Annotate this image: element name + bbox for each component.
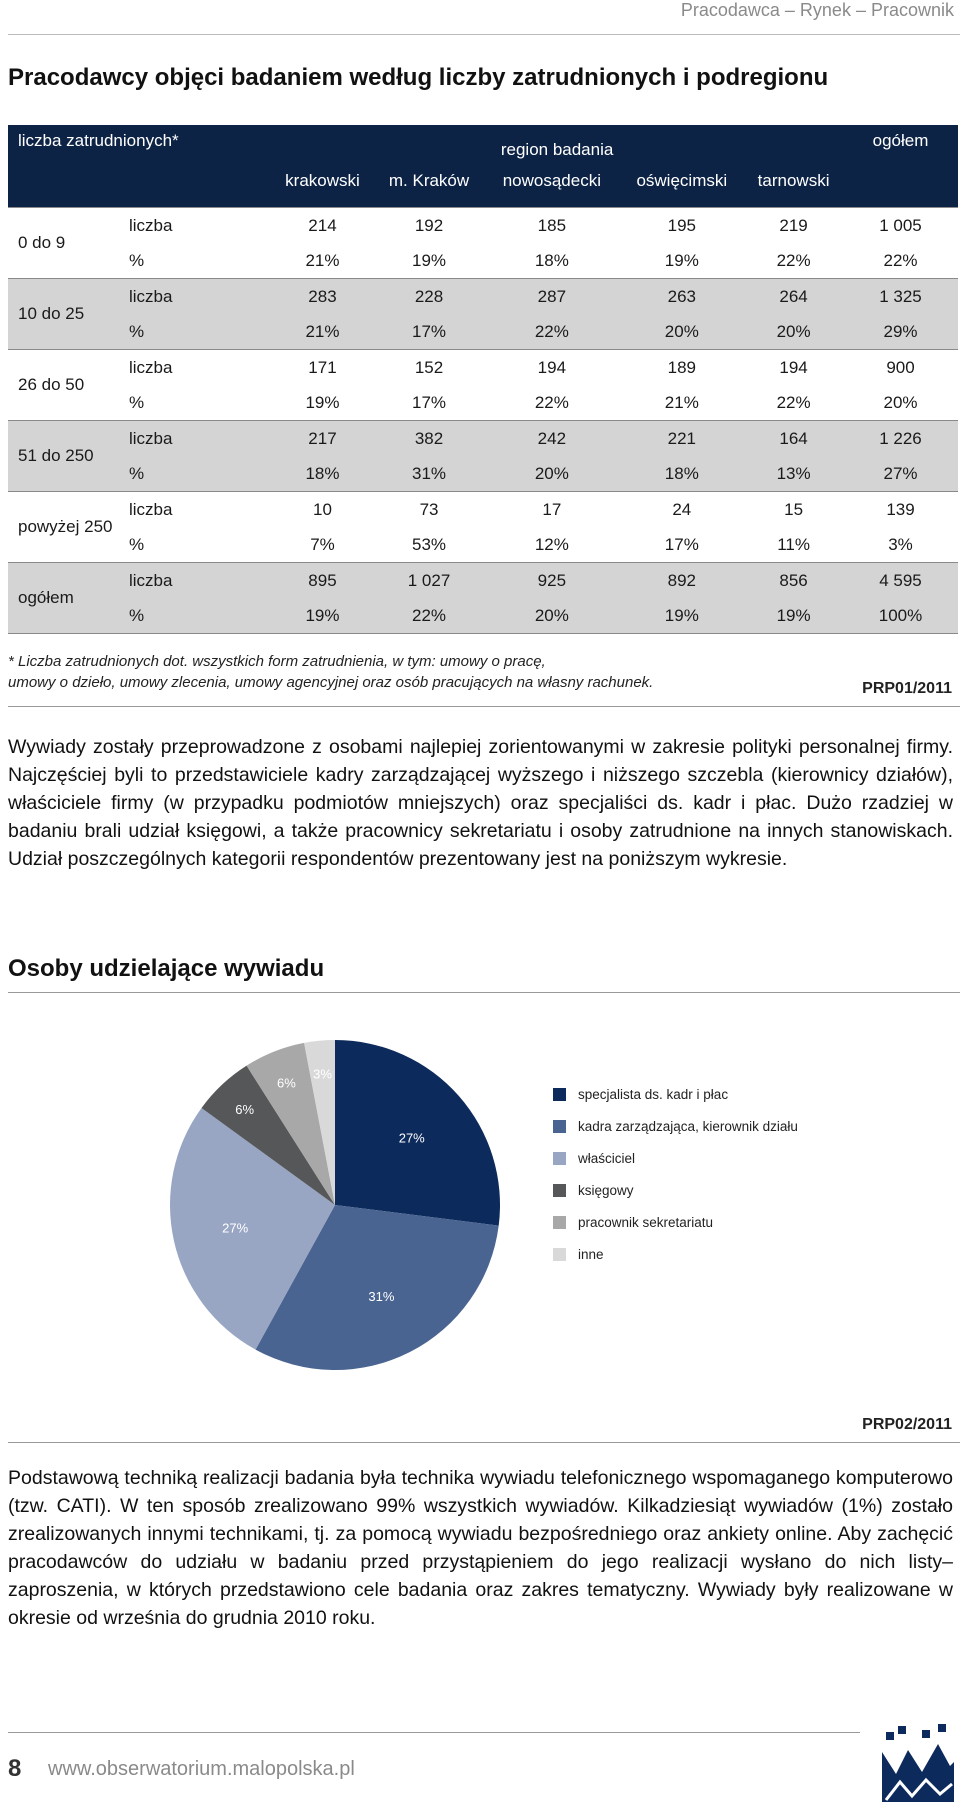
observatory-logo [878,1722,958,1806]
count-label: liczba [113,421,271,457]
pie-slice-label: 3% [313,1066,332,1082]
footer-url: www.obserwatorium.malopolska.pl [48,1758,355,1780]
table-cell: 4 595 [843,563,958,599]
col-header-4: tarnowski [744,169,843,208]
table-row [8,314,958,350]
legend-swatch [553,1184,566,1197]
count-label: liczba [113,492,271,528]
table-cell: 21% [271,314,374,350]
row-group [8,492,958,563]
table-title: Pracodawcy objęci badaniem według liczby zatrudnionych i podregionu [8,64,829,91]
chart-code: PRP02/2011 [862,1416,952,1433]
table-cell: 27% [843,456,958,492]
col-header-3: oświęcimski [619,169,744,208]
row-label: 26 do 50 [8,350,113,421]
table-cell: 214 [271,208,374,244]
pct-label: % [113,527,271,563]
table-cell: 219 [744,208,843,244]
table-cell: 22% [484,385,619,421]
table-cell: 20% [744,314,843,350]
region-header: region badania [271,125,843,169]
table-cell: 139 [843,492,958,528]
table-cell: 7% [271,527,374,563]
row-group [8,279,958,350]
table-cell: 1 027 [374,563,484,599]
row-label: 0 do 9 [8,208,113,279]
pie-slice-label: 27% [398,1130,425,1146]
table-cell: 152 [374,350,484,386]
col-header-2: nowosądecki [484,169,619,208]
count-label: liczba [113,563,271,599]
pie-slice-label: 27% [222,1220,249,1236]
table-row [8,208,958,244]
header-divider [8,34,960,35]
table-bottom-rule [8,706,960,707]
footer-divider [8,1732,860,1733]
legend-swatch [553,1088,566,1101]
table-cell: 194 [484,350,619,386]
table-row [8,421,958,457]
table-cell: 10 [271,492,374,528]
table-cell: 22% [843,243,958,279]
chart-title: Osoby udzielające wywiadu [8,955,325,982]
legend-item [553,1238,798,1270]
table-cell: 31% [374,456,484,492]
table-cell: 22% [744,243,843,279]
table-cell: 18% [271,456,374,492]
table-cell: 925 [484,563,619,599]
table-cell: 21% [271,243,374,279]
table-cell: 185 [484,208,619,244]
table-row [8,598,958,634]
row-label: ogółem [8,563,113,634]
table-cell: 1 325 [843,279,958,315]
table-cell: 20% [843,385,958,421]
table-cell: 21% [619,385,744,421]
legend-swatch [553,1248,566,1261]
pie-slice-label: 6% [277,1075,296,1091]
table-cell: 164 [744,421,843,457]
chart-title-rule [8,992,960,993]
table-footnote [8,651,808,693]
table-cell: 242 [484,421,619,457]
legend-item [553,1110,798,1142]
table-cell: 895 [271,563,374,599]
footnote-line-1: * Liczba zatrudnionych dot. wszystkich form zatrudnienia, w tym: umowy o pracę, [8,653,546,670]
table-cell: 18% [484,243,619,279]
col-header-0: krakowski [271,169,374,208]
row-group [8,563,958,634]
table-cell: 194 [744,350,843,386]
table-cell: 171 [271,350,374,386]
table-code: PRP01/2011 [862,680,952,697]
total-header: ogółem [843,125,958,208]
chart-bottom-rule [8,1442,960,1443]
table-cell: 19% [619,243,744,279]
table-row [8,243,958,279]
legend-item [553,1142,798,1174]
paragraph-methodology: Podstawową techniką realizacji badania była technika wywiadu telefonicznego wspomaganego komputerowo (tzw. CATI). W ten sposób zrealizowano 99% wszystkich wywiadów. Kilkadziesiąt wywiadów (1%) zostało zrealizowanych innymi technikami, tj. za pomocą wywiadu bezpośredniego oraz ankiety online. Aby zachęcić pracodawców do udziału w badaniu przed przystąpieniem do jego realizacji wysłano do nich listy–zaproszenia, w których przedstawiono cele badania oraz zakres tematyczny. Wywiady były realizowane w okresie od września do grudnia 2010 roku. [8,1467,953,1629]
table-cell: 1 226 [843,421,958,457]
count-label: liczba [113,208,271,244]
row-group [8,208,958,279]
table-cell: 19% [744,598,843,634]
table-cell: 287 [484,279,619,315]
table-cell: 13% [744,456,843,492]
legend-swatch [553,1120,566,1133]
legend-item [553,1174,798,1206]
legend-label: księgowy [578,1182,634,1198]
pct-label: % [113,314,271,350]
footnote-line-2: umowy o dzieło, umowy zlecenia, umowy agencyjnej oraz osób pracujących na własny rachunek. [8,674,654,691]
pie-slice-label: 6% [235,1101,255,1117]
row-label: powyżej 250 [8,492,113,563]
table-cell: 24 [619,492,744,528]
table-cell: 20% [484,456,619,492]
table-row [8,350,958,386]
legend-item [553,1206,798,1238]
count-label: liczba [113,350,271,386]
table-cell: 17% [374,385,484,421]
table-cell: 20% [619,314,744,350]
pct-label: % [113,243,271,279]
table-cell: 17% [374,314,484,350]
table-cell: 3% [843,527,958,563]
table-cell: 19% [271,385,374,421]
table-cell: 228 [374,279,484,315]
legend-label: kadra zarządzająca, kierownik działu [578,1118,798,1134]
legend-label: pracownik sekretariatu [578,1214,714,1230]
pct-label: % [113,385,271,421]
row-label: 10 do 25 [8,279,113,350]
table-row [8,385,958,421]
table-cell: 12% [484,527,619,563]
pie-slice-label: 31% [368,1289,395,1305]
table-cell: 29% [843,314,958,350]
legend-swatch [553,1216,566,1229]
table-cell: 263 [619,279,744,315]
table-cell: 20% [484,598,619,634]
table-cell: 11% [744,527,843,563]
table-cell: 22% [744,385,843,421]
legend-label: inne [578,1246,604,1262]
table-cell: 221 [619,421,744,457]
table-cell: 17 [484,492,619,528]
respondents-pie-chart [150,1030,530,1400]
pie-legend [553,1078,798,1270]
table-cell: 1 005 [843,208,958,244]
table-row [8,492,958,528]
pct-label: % [113,598,271,634]
legend-label: specjalista ds. kadr i płac [578,1086,729,1102]
col-group-header: liczba zatrudnionych* [8,125,271,208]
table-cell: 217 [271,421,374,457]
table-cell: 19% [271,598,374,634]
table-cell: 18% [619,456,744,492]
table-cell: 195 [619,208,744,244]
table-cell: 192 [374,208,484,244]
pct-label: % [113,456,271,492]
table-cell: 264 [744,279,843,315]
table-cell: 15 [744,492,843,528]
table-cell: 100% [843,598,958,634]
table-row [8,456,958,492]
table-row [8,563,958,599]
page-number: 8 [8,1755,22,1782]
count-label: liczba [113,279,271,315]
row-label: 51 do 250 [8,421,113,492]
table-cell: 73 [374,492,484,528]
table-cell: 22% [484,314,619,350]
col-header-1: m. Kraków [374,169,484,208]
table-row [8,527,958,563]
table-cell: 382 [374,421,484,457]
table-cell: 283 [271,279,374,315]
running-header: Pracodawca – Rynek – Pracownik [680,0,954,20]
table-cell: 900 [843,350,958,386]
legend-label: właściciel [578,1150,636,1166]
table-cell: 53% [374,527,484,563]
table-cell: 19% [619,598,744,634]
legend-item [553,1078,798,1110]
table-cell: 19% [374,243,484,279]
table-cell: 17% [619,527,744,563]
table-cell: 189 [619,350,744,386]
table-cell: 22% [374,598,484,634]
paragraph-respondents: Wywiady zostały przeprowadzone z osobami najlepiej zorientowanymi w zakresie polityki personalnej firmy. Najczęściej byli to przedstawiciele kadry zarządzającej wyższego i niższego szczebla (kierownicy działów), właściciele firmy (w przypadku podmiotów mniejszych) oraz specjaliści ds. kadr i płac. Dużo rzadziej w badaniu brali udział księgowi, a także pracownicy sekretariatu i osoby zatrudnione na innych stanowiskach. Udział poszczególnych kategorii respondentów prezentowany jest na poniższym wykresie. [8,736,953,870]
row-group [8,421,958,492]
table-row [8,279,958,315]
employers-table [8,125,958,634]
row-group [8,350,958,421]
table-cell: 856 [744,563,843,599]
legend-swatch [553,1152,566,1165]
table-cell: 892 [619,563,744,599]
